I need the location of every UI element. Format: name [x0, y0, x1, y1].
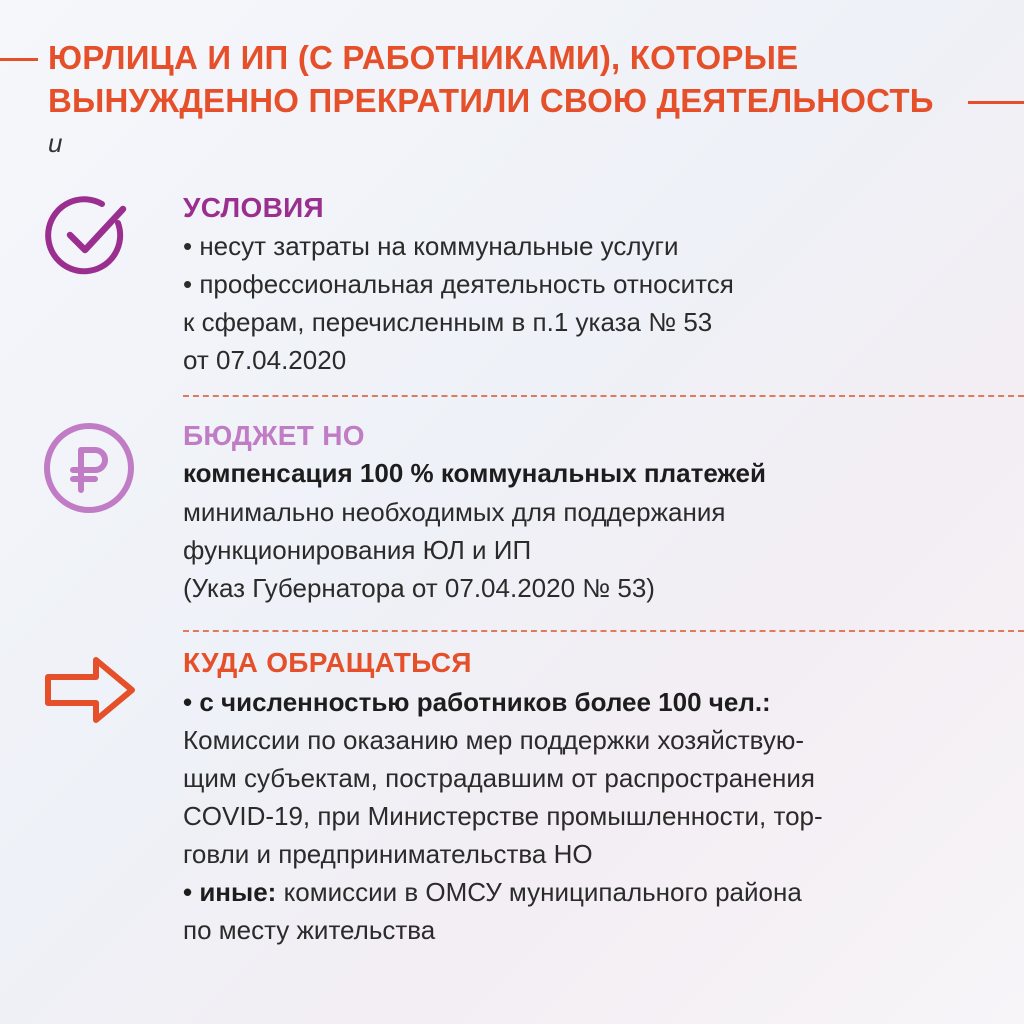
section-divider-2: [183, 630, 1024, 632]
others-text: комиссии в ОМСУ муниципального района: [276, 877, 802, 907]
conditions-bullet-2-line-2: к сферам, перечисленным в п.1 указа № 53: [183, 307, 713, 337]
contact-line-4: COVID-19, при Министерстве промышленности, тор-: [183, 801, 823, 831]
contact-line-5: говли и предпринимательства НО: [183, 839, 593, 869]
ruble-circle-icon: [43, 422, 135, 514]
section-divider-1: [183, 395, 1024, 397]
title-line-right: [968, 101, 1024, 104]
conditions-bullet-1: • несут затраты на коммунальные услуги: [183, 231, 679, 261]
budget-line-4: (Указ Губернатора от 07.04.2020 № 53): [183, 573, 655, 603]
conditions-heading: УСЛОВИЯ: [183, 192, 324, 223]
conditions-bullet-2-line-3: от 07.04.2020: [183, 345, 347, 375]
budget-line-2: минимально необходимых для поддержания: [183, 497, 726, 527]
title-line-left: [0, 58, 38, 61]
contact-line-7: по месту жительства: [183, 915, 436, 945]
others-label: • иные:: [183, 877, 277, 907]
title-line-1: ЮРЛИЦА И ИП (С РАБОТНИКАМИ), КОТОРЫЕ: [48, 39, 799, 76]
conditions-bullet-2-line-1: • профессиональная деятельность относится: [183, 269, 734, 299]
contact-heading: КУДА ОБРАЩАТЬСЯ: [183, 647, 472, 678]
budget-line-3: функционирования ЮЛ и ИП: [183, 535, 532, 565]
budget-bold-line: компенсация 100 % коммунальных платежей: [183, 458, 766, 488]
budget-heading: БЮДЖЕТ НО: [183, 420, 365, 451]
page-title: [48, 36, 968, 122]
contact-bold-line: • с численностью работников более 100 чел.:: [183, 687, 771, 717]
title-line-2: ВЫНУЖДЕННО ПРЕКРАТИЛИ СВОЮ ДЕЯТЕЛЬНОСТЬ: [48, 82, 934, 119]
contact-line-2: Комиссии по оказанию мер поддержки хозяйствую-: [183, 725, 805, 755]
arrow-right-icon: [44, 655, 136, 725]
check-circle-icon: [44, 193, 132, 281]
contact-line-6: [183, 874, 802, 910]
contact-line-3: щим субъектам, пострадавшим от распространения: [183, 763, 815, 793]
subtitle: и: [48, 128, 63, 158]
